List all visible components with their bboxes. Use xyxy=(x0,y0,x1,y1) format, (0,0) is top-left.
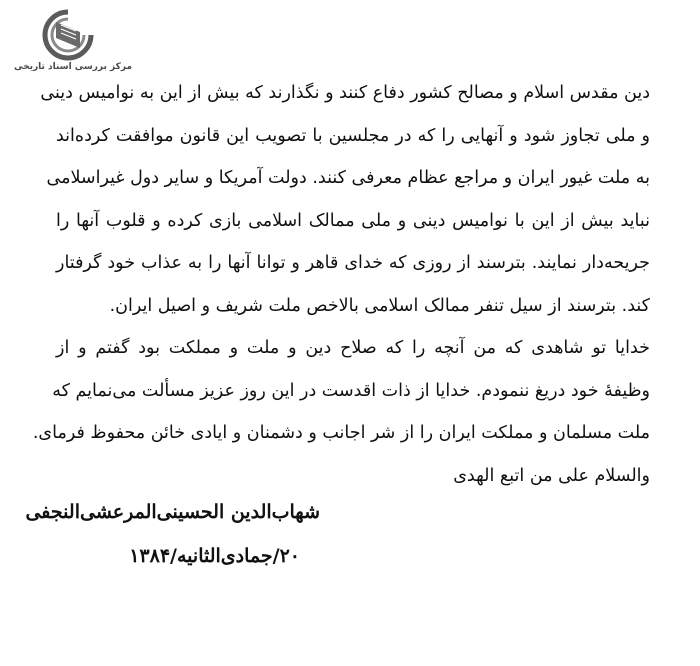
document-archive-logo-icon xyxy=(36,8,100,62)
letter-line: کند. بترسند از سیل تنفر ممالک اسلامی بالاخص ملت شریف و اصیل ایران. xyxy=(109,295,650,316)
letter-line: نباید بیش از این با نوامیس دینی و ملی ممالک اسلامی بازی کرده و قلوب آنها را xyxy=(56,210,650,231)
signature-date: ۲۰/جمادی‌الثانیه/۱۳۸۴ xyxy=(129,545,300,567)
letter-line: ملت مسلمان و مملکت ایران را از شر اجانب و دشمنان و ایادی خائن محفوظ فرمای. xyxy=(32,423,650,443)
letter-closing: والسلام علی من اتبع الهدی xyxy=(453,465,650,486)
letter-line: به ملت غیور ایران و مراجع عظام معرفی کنند. دولت آمریکا و سایر دول غیراسلامی xyxy=(46,168,650,188)
signature-block xyxy=(25,497,320,569)
letter-line: و ملی تجاوز شود و آنهایی را که در مجلسین با تصویب این قانون موافقت کرده‌اند xyxy=(56,125,650,146)
letter-line: جریحه‌دار نمایند. بترسند از روزی که خدای قاهر و توانا آنها را به عذاب خود گرفتار xyxy=(56,253,650,273)
letter-line: خدایا تو شاهدی که من آنچه را که صلاح دین و ملت و مملکت بود گفتم و از xyxy=(56,338,650,358)
letter-line: وظیفهٔ خود دریغ ننمودم. خدایا از ذات اقدست در این روز عزیز مسألت می‌نمایم که xyxy=(52,380,650,401)
signature-name: شهاب‌الدین الحسینی‌المرعشی‌النجفی xyxy=(25,501,320,523)
logo-caption: مرکز بررسی اسناد تاریخی xyxy=(14,62,133,72)
letter-body xyxy=(32,72,650,497)
archive-logo xyxy=(14,8,133,78)
letter-line: دین مقدس اسلام و مصالح کشور دفاع کنند و نگذارند که بیش از این به نوامیس دینی xyxy=(40,83,650,103)
